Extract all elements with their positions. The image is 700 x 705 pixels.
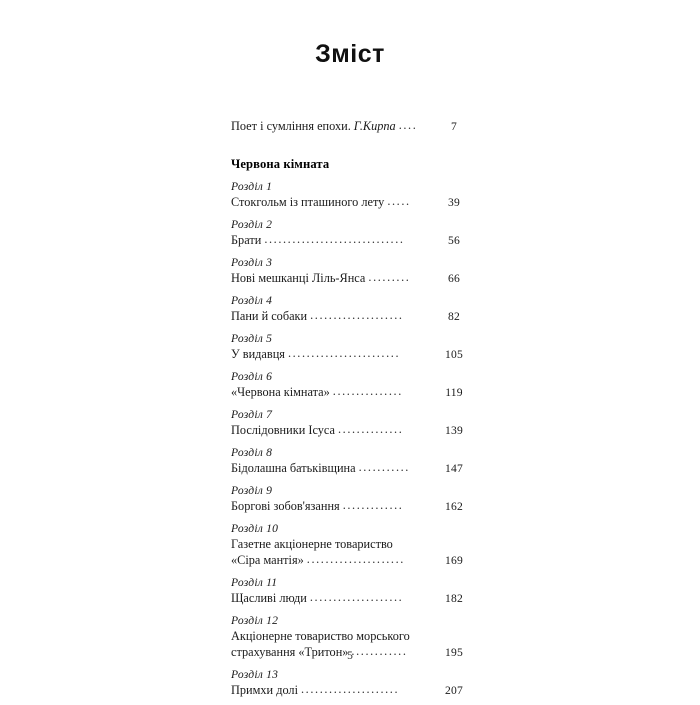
- toc-chapter-title: Бідолашна батьківщина: [231, 461, 356, 475]
- toc-chapter-label: Розділ 8: [231, 446, 273, 459]
- toc-chapter-row[interactable]: [231, 498, 471, 515]
- toc-chapter-page: 195: [445, 646, 463, 659]
- toc-chapter-title: страхування «Тритон»: [231, 645, 349, 659]
- toc-chapter-row[interactable]: [231, 590, 471, 607]
- toc-chapter-row[interactable]: [231, 270, 471, 287]
- toc-chapter-row[interactable]: [231, 384, 471, 401]
- toc-chapter-page: 182: [445, 592, 463, 605]
- toc-chapter-label: Розділ 11: [231, 576, 278, 589]
- toc-chapter-title: «Червона кімната»: [231, 385, 330, 399]
- toc-chapter-block[interactable]: [231, 255, 471, 287]
- toc-chapter-row[interactable]: [231, 552, 471, 569]
- toc-chapter-block[interactable]: [231, 293, 471, 325]
- toc-chapter-page: 139: [445, 424, 463, 437]
- toc-chapter-block[interactable]: [231, 575, 471, 607]
- toc-chapter-block[interactable]: [231, 179, 471, 211]
- leader-dots: ..............: [337, 422, 404, 436]
- leader-dots: ...............: [332, 384, 403, 398]
- toc-chapter-label: Розділ 3: [231, 256, 273, 269]
- toc-chapter-block[interactable]: [231, 483, 471, 515]
- toc-entry-author: Г.Кирпа: [353, 119, 396, 133]
- toc-chapter-page: 105: [445, 348, 463, 361]
- toc-chapter-label: Розділ 7: [231, 408, 273, 421]
- leader-dots: .............: [342, 498, 404, 512]
- toc-chapter-row[interactable]: [231, 682, 471, 699]
- toc-section-heading: Червона кімната: [231, 157, 330, 171]
- toc-chapter-page: 56: [448, 234, 460, 247]
- toc-chapter-title: Нові мешканці Ліль-Янса: [231, 271, 366, 285]
- toc-chapter-title: Брати: [231, 233, 262, 247]
- toc-chapter-block[interactable]: [231, 369, 471, 401]
- toc-chapter-title: Стокгольм із пташиного лету: [231, 195, 385, 209]
- leader-dots: ...........: [358, 460, 410, 474]
- toc-chapter-label: Розділ 1: [231, 180, 273, 193]
- leader-dots: ....................: [310, 308, 404, 322]
- toc-entry-title: Поет і сумління епохи.: [231, 119, 351, 133]
- leader-dots: ............: [351, 644, 408, 658]
- toc-chapter-page: 169: [445, 554, 463, 567]
- toc-chapter-title-line: Газетне акціонерне товариство: [231, 537, 393, 551]
- toc-chapter-label: Розділ 12: [231, 614, 279, 627]
- leader-dots: ........................: [287, 346, 401, 360]
- toc-chapter-page: 39: [448, 196, 460, 209]
- toc-chapter-row[interactable]: [231, 422, 471, 439]
- leader-dots: .....................: [306, 552, 405, 566]
- leader-dots: ..............................: [264, 232, 405, 246]
- toc-chapter-list: [231, 179, 471, 699]
- leader-dots: ....................: [309, 590, 404, 604]
- toc-chapter-row[interactable]: [231, 194, 471, 211]
- toc-chapter-title-line: Акціонерне товариство морського: [231, 629, 410, 643]
- leader-dots: .....................: [301, 682, 400, 696]
- leader-dots: ....: [398, 118, 418, 132]
- toc-chapter-page: 147: [445, 462, 463, 475]
- toc-chapter-label: Розділ 10: [231, 522, 279, 535]
- table-of-contents: [231, 118, 471, 705]
- toc-chapter-row[interactable]: [231, 460, 471, 477]
- toc-chapter-block[interactable]: [231, 667, 471, 699]
- toc-entry-intro[interactable]: [231, 118, 471, 135]
- toc-chapter-label: Розділ 5: [231, 332, 273, 345]
- toc-chapter-title: У видавця: [231, 347, 285, 361]
- toc-chapter-title: «Сіра мантія»: [231, 553, 304, 567]
- toc-chapter-page: 82: [448, 310, 460, 323]
- toc-chapter-page: 66: [448, 272, 460, 285]
- toc-chapter-page: 207: [445, 684, 463, 697]
- toc-chapter-page: 119: [445, 386, 463, 399]
- toc-chapter-row[interactable]: [231, 308, 471, 325]
- toc-chapter-title: Пани й собаки: [231, 309, 308, 323]
- leader-dots: .........: [368, 270, 411, 284]
- toc-chapter-title: Боргові зобов'язання: [231, 499, 340, 513]
- page-title: Зміст: [315, 40, 385, 68]
- toc-chapter-title: Послідовники Ісуса: [231, 423, 335, 437]
- toc-chapter-label: Розділ 9: [231, 484, 273, 497]
- toc-chapter-block[interactable]: [231, 521, 471, 569]
- page-folio: 5: [347, 650, 353, 662]
- toc-chapter-title: Примхи долі: [231, 683, 298, 697]
- toc-chapter-page: 162: [445, 500, 463, 513]
- toc-chapter-block[interactable]: [231, 217, 471, 249]
- toc-chapter-title: Щасливі люди: [231, 591, 307, 605]
- toc-entry-page: 7: [451, 120, 457, 133]
- toc-chapter-block[interactable]: [231, 445, 471, 477]
- toc-chapter-label: Розділ 2: [231, 218, 273, 231]
- toc-chapter-label: Розділ 6: [231, 370, 273, 383]
- toc-chapter-row[interactable]: [231, 232, 471, 249]
- toc-chapter-row[interactable]: [231, 346, 471, 363]
- toc-chapter-block[interactable]: [231, 407, 471, 439]
- toc-chapter-label: Розділ 4: [231, 294, 273, 307]
- leader-dots: .....: [387, 194, 411, 208]
- toc-chapter-block[interactable]: [231, 331, 471, 363]
- toc-chapter-label: Розділ 13: [231, 668, 279, 681]
